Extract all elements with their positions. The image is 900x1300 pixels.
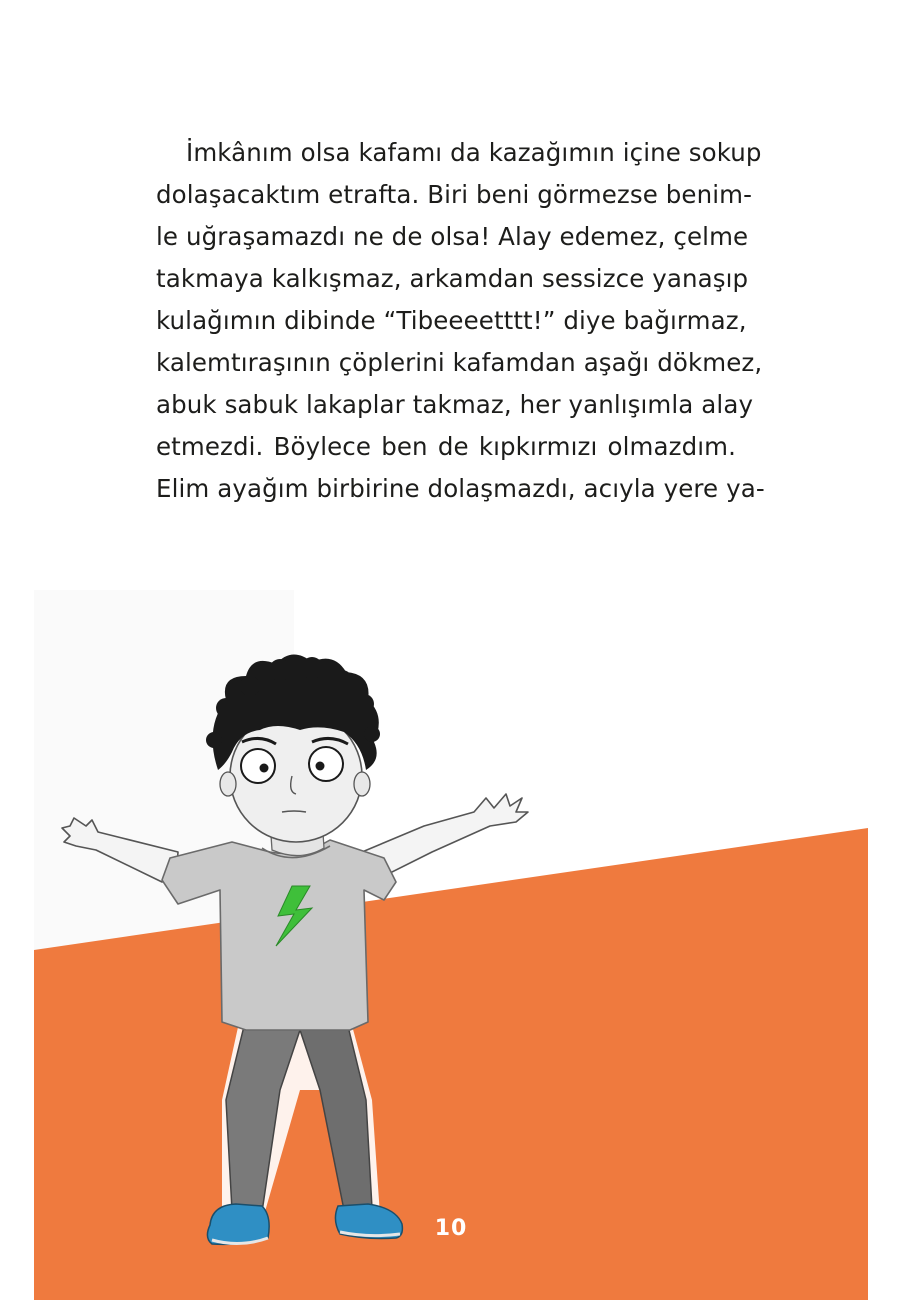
paragraph-line: Elim ayağım birbirine dolaşmazdı, acıyla yere ya-	[156, 474, 765, 503]
page-number: 10	[434, 1216, 468, 1241]
paragraph-line: etmezdi. Böylece ben de kıpkırmızı olmazdım.	[156, 432, 736, 461]
paragraph-line: dolaşacaktım etrafta. Biri beni görmezse benim-	[156, 180, 753, 209]
paragraph-line: kalemtıraşının çöplerini kafamdan aşağı dökmez,	[156, 348, 763, 377]
paragraph-line: kulağımın dibinde “Tibeeeetttt!” diye bağırmaz,	[156, 306, 747, 335]
paragraph-line: İmkânım olsa kafamı da kazağımın içine sokup	[186, 138, 762, 167]
left-shoe	[207, 1204, 269, 1244]
paragraph-line: abuk sabuk lakaplar takmaz, her yanlışımla alay	[156, 390, 754, 419]
paragraph-line: le uğraşamazdı ne de olsa! Alay edemez, çelme	[156, 222, 749, 251]
paragraph-line: takmaya kalkışmaz, arkamdan sessizce yanaşıp	[156, 264, 749, 293]
